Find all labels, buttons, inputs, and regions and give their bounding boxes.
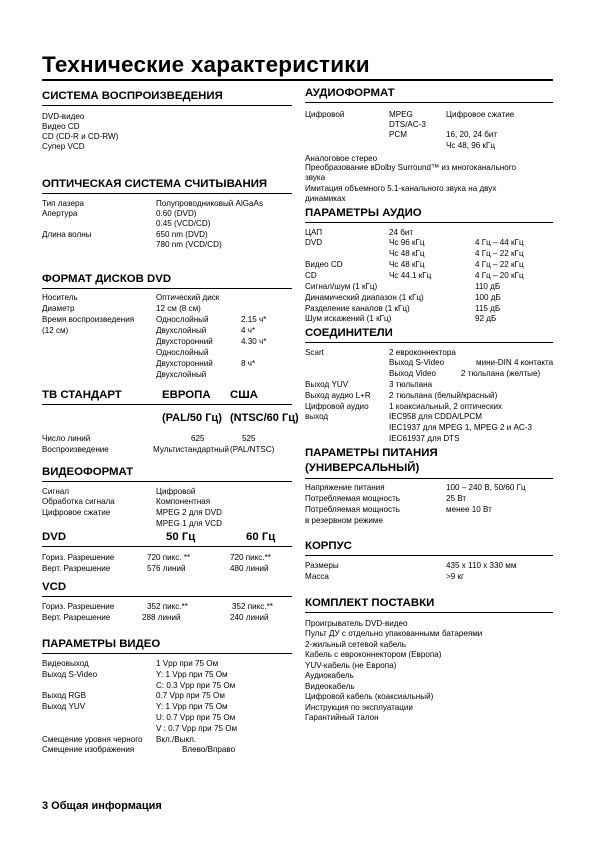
- spec-value: MPEG 1 для VCD: [156, 519, 222, 528]
- list-item: Видео CD: [42, 122, 80, 131]
- spec-value: Чс 44.1 кГц: [389, 271, 432, 280]
- spec-value: 92 дБ: [475, 314, 497, 323]
- disc-layer: Однослойный: [156, 315, 209, 324]
- spec-value: 24 бит: [389, 228, 414, 237]
- spec-label: Сигнал/шум (1 кГц): [305, 282, 378, 291]
- spec-value: PCM: [389, 130, 407, 139]
- spec-value: 288 линий: [142, 613, 181, 622]
- spec-value: 1 Vpp при 75 Ом: [156, 659, 219, 668]
- spec-label: Масса: [305, 572, 329, 581]
- list-item: Проигрыватель DVD-видео: [305, 619, 408, 628]
- column-header-60hz: 60 Гц: [246, 531, 276, 543]
- spec-value: 12 см (8 см): [156, 304, 201, 313]
- spec-label: Сигнал: [42, 487, 70, 496]
- spec-value: Цифровой: [156, 487, 196, 496]
- spec-value: 4 Гц – 20 кГц: [475, 271, 524, 280]
- spec-label: Смещение изображения: [42, 745, 135, 754]
- spec-label: Обработка сигнала: [42, 497, 115, 506]
- spec-value: Чс 48 кГц: [389, 249, 425, 258]
- spec-value: Полупроводниковый AlGaAs: [156, 199, 264, 208]
- spec-value: V : 0.7 Vpp при 75 Ом: [156, 724, 238, 733]
- spec-value: Оптический диск: [156, 293, 220, 302]
- spec-value: Чс 48, 96 кГц: [446, 141, 496, 150]
- spec-label: Выход YUV: [42, 702, 86, 711]
- spec-label: Размеры: [305, 561, 339, 570]
- spec-value: 240 линий: [230, 613, 269, 622]
- spec-value: 4 Гц – 22 кГц: [475, 260, 524, 269]
- spec-value: 480 линий: [230, 564, 269, 573]
- spec-value: IEC1937 для MPEG 1, MPEG 2 и AC-3: [389, 423, 532, 432]
- spec-value: 352 пикс.**: [147, 602, 188, 611]
- spec-value: 115 дБ: [475, 304, 501, 313]
- section-rule: [305, 102, 553, 103]
- spec-text: Аналоговое стерео: [305, 154, 378, 163]
- spec-value: 1 коаксиальный, 2 оптических: [389, 402, 503, 411]
- section-heading-audio-format: АУДИОФОРМАТ: [305, 87, 395, 99]
- column-subheader-europe: (PAL/50 Гц): [162, 412, 222, 424]
- spec-value: IEC61937 для DTS: [389, 434, 460, 443]
- section-heading-tv-standard: ТВ СТАНДАРТ: [42, 389, 122, 401]
- subsection-heading-dvd: DVD: [42, 531, 67, 543]
- disc-time: 2.15 ч*: [241, 315, 267, 324]
- spec-label: Видео CD: [305, 260, 343, 269]
- spec-value: 110 дБ: [475, 282, 501, 291]
- disc-layer: Двухслойный: [156, 370, 207, 379]
- spec-value: 576 линий: [147, 564, 186, 573]
- section-heading-audio-params: ПАРАМЕТРЫ АУДИО: [305, 207, 422, 219]
- spec-label: Гориз. Разрешение: [42, 553, 115, 562]
- spec-label: в резервном режиме: [305, 516, 383, 525]
- list-item: Кабель с евроконнектором (Европа): [305, 650, 442, 659]
- spec-value: 4 Гц – 44 кГц: [475, 238, 524, 247]
- column-subheader-usa: (NTSC/60 Гц): [230, 412, 299, 424]
- spec-value: DTS/AC-3: [389, 120, 426, 129]
- spec-value: Y: 1 Vpp при 75 Ом: [156, 702, 228, 711]
- spec-text: звука: [305, 173, 326, 182]
- spec-label: Потребляемая мощность: [305, 505, 401, 514]
- section-rule: [42, 596, 292, 597]
- disc-time: 4.30 ч*: [241, 337, 267, 346]
- disc-time: 8 ч*: [241, 359, 256, 368]
- spec-label: Цифровой: [305, 110, 345, 119]
- spec-label: Выход аудио L+R: [305, 391, 371, 400]
- spec-text: динамиках: [305, 194, 346, 203]
- section-heading-connectors: СОЕДИНИТЕЛИ: [305, 327, 393, 339]
- spec-value: MPEG: [389, 110, 413, 119]
- list-item: YUV-кабель (не Европа): [305, 661, 397, 670]
- section-heading-video-format: ВИДЕОФОРМАТ: [42, 466, 134, 478]
- spec-label: Выход S-Video: [42, 670, 98, 679]
- list-item: 2-жильный сетевой кабель: [305, 640, 406, 649]
- spec-value: C: 0.3 Vpp при 75 Ом: [156, 681, 236, 690]
- spec-label: Потребляемая мощность: [305, 494, 401, 503]
- spec-label: Верт. Разрешение: [42, 564, 111, 573]
- spec-value: 352 пикс.**: [232, 602, 273, 611]
- spec-value: 525: [242, 434, 256, 443]
- spec-label: выход: [305, 412, 329, 421]
- spec-value: Влево/Вправо: [182, 745, 236, 754]
- list-item: Пульт ДУ с отдельно упакованными батареями: [305, 629, 483, 638]
- section-rule: [305, 555, 553, 556]
- spec-label: Смещение уровня черного: [42, 735, 143, 744]
- spec-label: Число линий: [42, 434, 91, 443]
- spec-value: U: 0.7 Vpp при 75 Ом: [156, 713, 236, 722]
- spec-label: DVD: [305, 238, 323, 247]
- section-heading-optical: ОПТИЧЕСКАЯ СИСТЕМА СЧИТЫВАНИЯ: [42, 178, 268, 190]
- spec-label: Видеовыход: [42, 659, 89, 668]
- section-rule: [42, 193, 292, 194]
- spec-label: Выход Video: [389, 369, 437, 378]
- spec-value: 16, 20, 24 бит: [446, 130, 498, 139]
- spec-value: 2 тюльпана (желтые): [461, 369, 541, 378]
- section-rule: [42, 481, 292, 482]
- list-item: Видеокабель: [305, 682, 355, 691]
- spec-value: Чс 96 кГц: [389, 238, 425, 247]
- spec-label: (12 см): [42, 326, 69, 335]
- list-item: Аудиокабель: [305, 671, 354, 680]
- subsection-heading-vcd: VCD: [42, 581, 67, 593]
- spec-label: Носитель: [42, 293, 78, 302]
- spec-value: 4 Гц – 22 кГц: [475, 249, 524, 258]
- spec-value: менее 10 Вт: [446, 505, 492, 514]
- spec-label: Верт. Разрешение: [42, 613, 111, 622]
- section-rule: [305, 222, 553, 223]
- spec-value: 0.7 Vpp при 75 Ом: [156, 691, 225, 700]
- spec-value: (PAL/NTSC): [230, 445, 275, 454]
- spec-value: Вкл./Выкл.: [156, 735, 197, 744]
- spec-label: Тип лазера: [42, 199, 84, 208]
- column-header-50hz: 50 Гц: [166, 531, 196, 543]
- section-heading-power: ПАРАМЕТРЫ ПИТАНИЯ: [305, 447, 438, 459]
- page-footer: 3 Общая информация: [42, 800, 162, 812]
- spec-value: 625: [191, 434, 205, 443]
- spec-value: мини-DIN 4 контакта: [476, 358, 554, 367]
- spec-value: 0.60 (DVD): [156, 209, 197, 218]
- spec-text: Имитация объемного 5.1-канального звука на двух: [305, 184, 497, 193]
- spec-label: Цифровой аудио: [305, 402, 369, 411]
- spec-value: 720 пикс. **: [147, 553, 191, 562]
- disc-layer: Однослойный: [156, 348, 209, 357]
- section-rule: [42, 288, 292, 289]
- section-rule: [42, 404, 292, 405]
- spec-value: 780 nm (VCD/CD): [156, 240, 222, 249]
- column-header-usa: США: [230, 389, 258, 401]
- spec-label: Гориз. Разрешение: [42, 602, 115, 611]
- spec-value: 2 евроконнектора: [389, 348, 456, 357]
- disc-time: 4 ч*: [241, 326, 256, 335]
- spec-label: Выход S-Video: [389, 358, 445, 367]
- section-rule: [305, 342, 553, 343]
- list-item: Цифровой кабель (коаксиальный): [305, 692, 434, 701]
- spec-value: 720 пикс.**: [230, 553, 271, 562]
- spec-label: Напряжение питания: [305, 483, 385, 492]
- list-item: Инструкция по эксплуатации: [305, 703, 413, 712]
- spec-value: MPEG 2 для DVD: [156, 508, 222, 517]
- spec-value: IEC958 для CDDA/LPCM: [389, 412, 482, 421]
- spec-label: Длина волны: [42, 230, 92, 239]
- disc-layer: Двухсторонний: [156, 359, 213, 368]
- spec-label: Выход YUV: [305, 380, 349, 389]
- spec-label: Динамический диапазон (1 кГц): [305, 293, 424, 302]
- spec-label: Апертура: [42, 209, 78, 218]
- spec-label: Цифровое сжатие: [42, 508, 111, 517]
- spec-value: Чс 48 кГц: [389, 260, 425, 269]
- spec-text: Преобразование вDolby Surround™ из многоканального: [305, 163, 516, 172]
- spec-value: 0.45 (VCD/CD): [156, 219, 211, 228]
- list-item: Гарантийный талон: [305, 713, 379, 722]
- section-rule: [305, 478, 553, 479]
- spec-value: >9 кг: [446, 572, 464, 581]
- spec-value: 100 дБ: [475, 293, 501, 302]
- spec-value: 3 тюльпана: [389, 380, 433, 389]
- list-item: CD (CD-R и CD-RW): [42, 132, 119, 141]
- column-header-europe: ЕВРОПА: [162, 389, 211, 401]
- spec-label: ЦАП: [305, 228, 323, 237]
- section-rule: [42, 105, 292, 106]
- section-heading-dvd-format: ФОРМАТ ДИСКОВ DVD: [42, 273, 172, 285]
- spec-value: Компонентная: [156, 497, 211, 506]
- disc-layer: Двухсторонний: [156, 337, 213, 346]
- section-rule: [42, 653, 292, 654]
- spec-label: Диаметр: [42, 304, 75, 313]
- page-title: Технические характеристики: [42, 52, 370, 77]
- spec-value: Цифровое сжатие: [446, 110, 515, 119]
- spec-label: Разделение каналов (1 кГц): [305, 304, 410, 313]
- spec-value: 2 тюльпана (белый/красный): [389, 391, 498, 400]
- section-heading-supply: КОМПЛЕКТ ПОСТАВКИ: [305, 597, 435, 609]
- spec-value: 100 – 240 В, 50/60 Гц: [446, 483, 526, 492]
- spec-label: Время воспроизведения: [42, 315, 135, 324]
- list-item: Супер VCD: [42, 142, 85, 151]
- disc-layer: Двухслойный: [156, 326, 207, 335]
- section-heading-power-sub: (УНИВЕРСАЛЬНЫЙ): [305, 462, 420, 474]
- list-item: DVD-видео: [42, 112, 85, 121]
- section-rule: [305, 612, 553, 613]
- spec-label: Scart: [305, 348, 324, 357]
- section-heading-playback: СИСТЕМА ВОСПРОИЗВЕДЕНИЯ: [42, 90, 223, 102]
- spec-value: 650 nm (DVD): [156, 230, 208, 239]
- section-rule: [42, 546, 292, 547]
- spec-label: CD: [305, 271, 317, 280]
- spec-value: Y: 1 Vpp при 75 Ом: [156, 670, 228, 679]
- spec-value: Мультистандартный: [153, 445, 229, 454]
- spec-label: Воспроизведение: [42, 445, 109, 454]
- title-divider: [42, 79, 553, 81]
- spec-value: 435 x 110 x 330 мм: [446, 561, 517, 570]
- section-heading-video-params: ПАРАМЕТРЫ ВИДЕО: [42, 638, 161, 650]
- spec-label: Шум искажений (1 кГц): [305, 314, 392, 323]
- spec-value: 25 Вт: [446, 494, 467, 503]
- section-heading-cabinet: КОРПУС: [305, 540, 352, 552]
- spec-label: Выход RGB: [42, 691, 87, 700]
